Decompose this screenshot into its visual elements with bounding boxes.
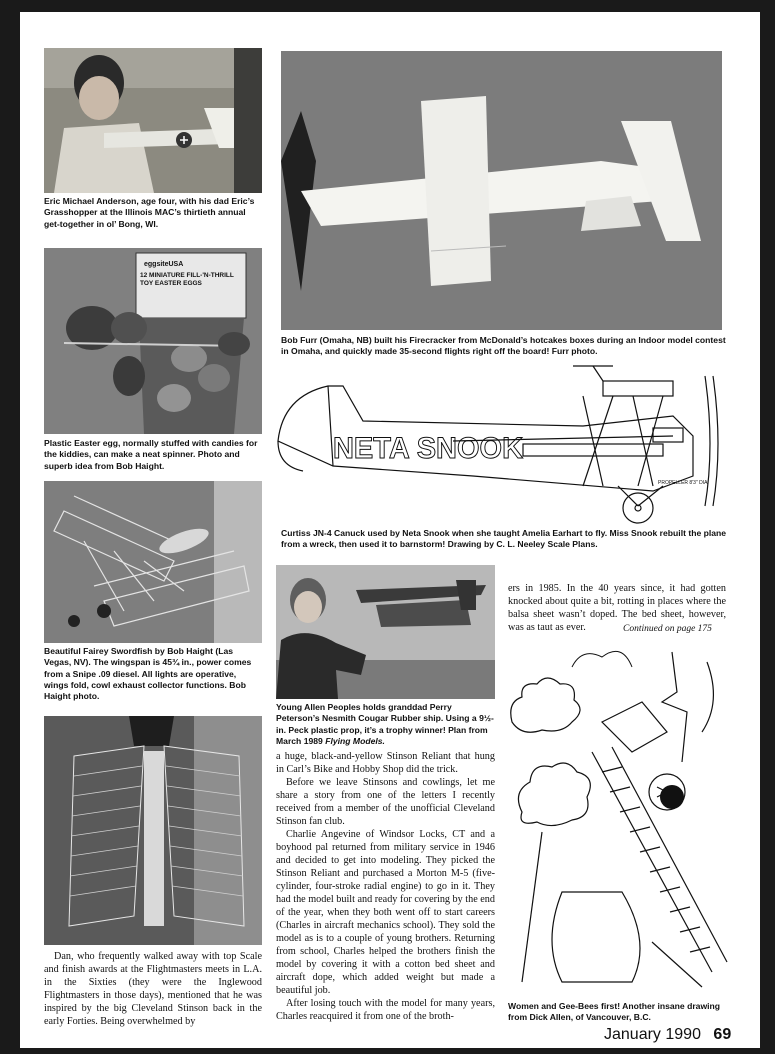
col2-paragraph: Charlie Angevine of Windsor Locks, CT and a boyhood pal returned from military service in 1946 and decided to get into modeling. They picked the Stinson Reliant and purchased a Morton M-5 (five-cylinder, four-stroke radial engine) to go in it. They had the model built and ready for covering by the end of the year, when they both went off to start careers (Charles in aircraft mechanics school). They sold the model as is to a couple of young brothers. Returning from school, Charles helped the brothers finish the model by covering it with a cotton bed sheet and aircraft dope, which added weight but made a beautiful job. <box>276 829 495 996</box>
page-number: 69 <box>713 1026 732 1043</box>
continued-note: Continued on page 175 <box>623 624 712 634</box>
col2-paragraph: After losing touch with the model for many years, Charles reacquired it from one of the broth- <box>276 998 495 1022</box>
egg-brand-text: eggsiteUSA <box>144 261 184 268</box>
caption-gee-bees: Women and Gee-Bees first! Another insane drawing from Dick Allen, of Vancouver, B.C. <box>508 1001 721 1023</box>
photo-allen-peoples <box>276 565 495 699</box>
caption-peoples <box>276 702 495 747</box>
col2-paragraph: a huge, black-and-yellow Stinson Reliant that hung in Carl’s Bike and Hobby Shop did the trick. <box>276 751 495 775</box>
jn4-registration-text: NETA SNOOK <box>333 432 524 465</box>
drawing-curtiss-jn4 <box>273 356 733 524</box>
photo-furr-illustration <box>281 51 722 330</box>
photo-easter-egg-spinner <box>44 248 262 434</box>
magazine-page <box>20 12 760 1048</box>
col2-paragraph: Before we leave Stinsons and cowlings, let me share a story from one of the letters I recently received from a member of the unofficial Cleveland Stinson fan club. <box>276 777 495 827</box>
caption-furr: Bob Furr (Omaha, NB) built his Firecracker from McDonald’s hotcakes boxes during an Indoor model contest in Omaha, and quickly made 35-second flights right off the board! Furr photo. <box>281 335 726 357</box>
article-column-2 <box>276 750 495 1023</box>
caption-peoples-magazine: Flying Models. <box>325 735 385 746</box>
photo-anderson-illustration <box>44 48 262 193</box>
caption-anderson: Eric Michael Anderson, age four, with his dad Eric’s Grasshopper at the Illinois MAC’s thirtieth annual get-together in ol’ Bong, WI. <box>44 196 255 229</box>
col1-paragraph: Dan, who frequently walked away with top Scale and finish awards at the Flightmasters meets in L.A. in the Sixties (they were the Inglewood Flightmasters in those days), mentioned that he was inspired by the big Cleveland Stinson back in the early Forties. Being overwhelmed by <box>44 951 262 1027</box>
article-column-1 <box>44 950 262 1028</box>
caption-swordfish: Beautiful Fairey Swordfish by Bob Haight (Las Vegas, NV). The wingspan is 45¾ in., power comes from a Snipe .09 diesel. All lights are operative, wings fold, cowl exhaust collector functions. Bob Haight photo. <box>44 646 252 702</box>
photo-swordfish-illustration <box>44 481 262 643</box>
jn4-propeller-note: PROPELLER 8'3" DIA. <box>658 480 709 486</box>
photo-fairey-swordfish <box>44 481 262 643</box>
photo-furr-firecracker <box>281 51 722 330</box>
photo-wing-framework <box>44 716 262 945</box>
egg-package-text: 12 MINIATURE FILL-'N-THRILL TOY EASTER EGGS <box>140 272 234 287</box>
photo-wing-illustration <box>44 716 262 945</box>
page-footer <box>604 1026 731 1044</box>
caption-peoples-text: Young Allen Peoples holds granddad Perry Peterson’s Nesmith Cougar Rubber ship. Using a 9½-in. Peck plastic prop, it’s a trophy winner! Plan from March 1989 <box>276 702 494 746</box>
col3-paragraph: ers in 1985. In the 40 years since, it had gotten knocked about quite a bit, rotting in places where the balsa sheet wasn’t doped. The bed sheet, however, was as taut as ever. <box>508 583 726 633</box>
gee-bees-line-art <box>502 642 730 997</box>
photo-anderson-grasshopper <box>44 48 262 193</box>
photo-easter-illustration <box>44 248 262 434</box>
issue-date: January 1990 <box>604 1026 701 1043</box>
caption-easter: Plastic Easter egg, normally stuffed with candies for the kiddies, can make a neat spinner. Photo and superb idea from Bob Haight. <box>44 438 258 471</box>
caption-jn4: Curtiss JN-4 Canuck used by Neta Snook when she taught Amelia Earhart to fly. Miss Snook rebuilt the plane from a wreck, then used it to barnstorm! Drawing by C. L. Neeley Scale Plans. <box>281 528 727 550</box>
drawing-gee-bees-cartoon <box>502 642 730 997</box>
photo-peoples-illustration <box>276 565 495 699</box>
jn4-line-art <box>273 356 733 524</box>
